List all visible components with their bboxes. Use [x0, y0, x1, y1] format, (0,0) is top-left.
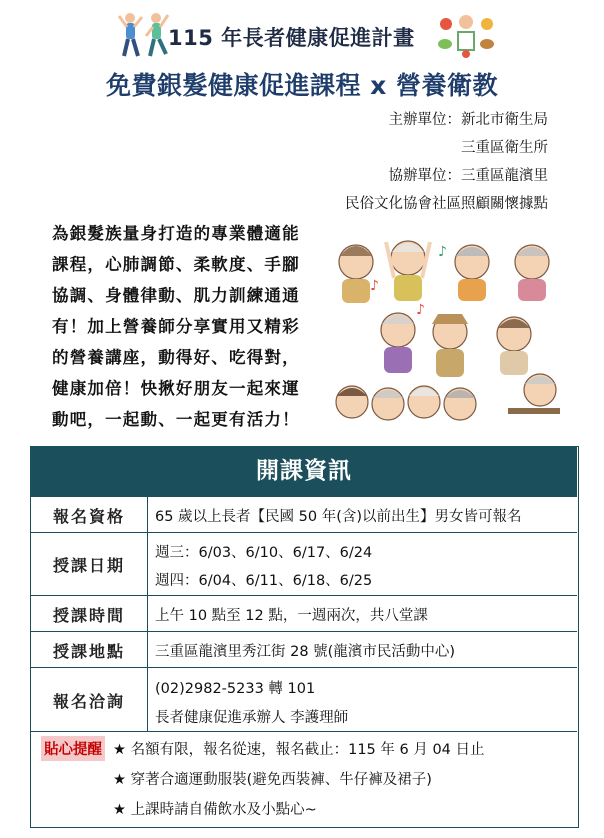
intro-line: 有！加上營養師分享實用又精彩	[52, 317, 300, 336]
table-row	[31, 532, 577, 596]
intro-line: 課程，心肺調節、柔軟度、手腳	[52, 255, 300, 274]
senior-face	[386, 241, 430, 301]
senior-face	[497, 317, 531, 375]
table-heading: 開課資訊	[31, 447, 577, 496]
dates-label: 授課日期	[31, 533, 148, 596]
senior-face	[339, 245, 373, 303]
contact-person: 長者健康促進承辦人 李護理師	[155, 710, 349, 726]
senior-face	[508, 374, 560, 414]
svg-text:♪: ♪	[438, 244, 447, 260]
reminder-item: ★ 穿著合適運動服裝(避免西裝褲、牛仔褲及裙子)	[113, 772, 432, 788]
co-organizer: 協辦單位：三重區龍濱里	[388, 168, 548, 184]
place-value: 三重區龍濱里秀江街 28 號(龍濱市民活動中心)	[155, 644, 455, 660]
senior-face	[336, 386, 368, 418]
eligibility-label: 報名資格	[31, 497, 148, 533]
dates-wednesday: 週三：6/03、6/10、6/17、6/24	[155, 545, 373, 561]
reminders-row	[31, 731, 577, 827]
senior-face	[381, 313, 415, 373]
place-label: 授課地點	[31, 632, 148, 668]
svg-text:♪: ♪	[416, 302, 425, 318]
program-title: 115 年長者健康促進計畫	[168, 26, 415, 50]
senior-face	[444, 388, 476, 420]
intro-line: 動吧，一起動、一起更有活力！	[52, 410, 300, 429]
intro-line: 健康加倍！快揪好朋友一起來運	[52, 379, 300, 398]
exercise-icon	[116, 10, 174, 60]
table-row	[31, 631, 577, 668]
co-organizer-2: 民俗文化協會社區照顧關懷據點	[345, 196, 548, 212]
time-label: 授課時間	[31, 596, 148, 632]
intro-text	[52, 218, 314, 435]
time-value: 上午 10 點至 12 點，一週兩次，共八堂課	[155, 608, 428, 624]
intro-line: 的營養講座，動得好、吃得對，	[52, 348, 300, 367]
table-row	[31, 667, 577, 732]
host-organizer-2: 三重區衛生所	[461, 140, 548, 156]
host-organizer: 主辦單位：新北市衛生局	[388, 112, 548, 128]
senior-face	[455, 245, 489, 301]
senior-face	[372, 388, 404, 420]
senior-face	[408, 386, 440, 418]
nutrition-icon	[436, 10, 496, 60]
reminder-item: ★ 名額有限，報名從速，報名截止：115 年 6 月 04 日止	[113, 742, 485, 758]
contact-phone: (02)2982-5233 轉 101	[155, 681, 316, 697]
senior-face	[432, 314, 468, 377]
course-subtitle: 免費銀髮健康促進課程 x 營養衛教	[105, 71, 499, 100]
table-row	[31, 595, 577, 632]
eligibility-value: 65 歲以上長者【民國 50 年(含)以前出生】男女皆可報名	[155, 509, 522, 525]
seniors-illustration	[328, 232, 566, 428]
intro-line: 為銀髮族量身打造的專業體適能	[52, 224, 300, 243]
course-info-table	[30, 446, 579, 828]
svg-text:♪: ♪	[370, 278, 379, 294]
reminders-label: 貼心提醒	[41, 736, 105, 761]
senior-face	[515, 245, 549, 301]
intro-line: 協調、身體律動、肌力訓練通通	[52, 286, 300, 305]
dates-thursday: 週四：6/04、6/11、6/18、6/25	[155, 573, 373, 589]
contact-label: 報名洽詢	[31, 668, 148, 732]
reminder-item: ★ 上課時請自備飲水及小點心~	[113, 802, 317, 818]
table-row	[31, 496, 577, 533]
